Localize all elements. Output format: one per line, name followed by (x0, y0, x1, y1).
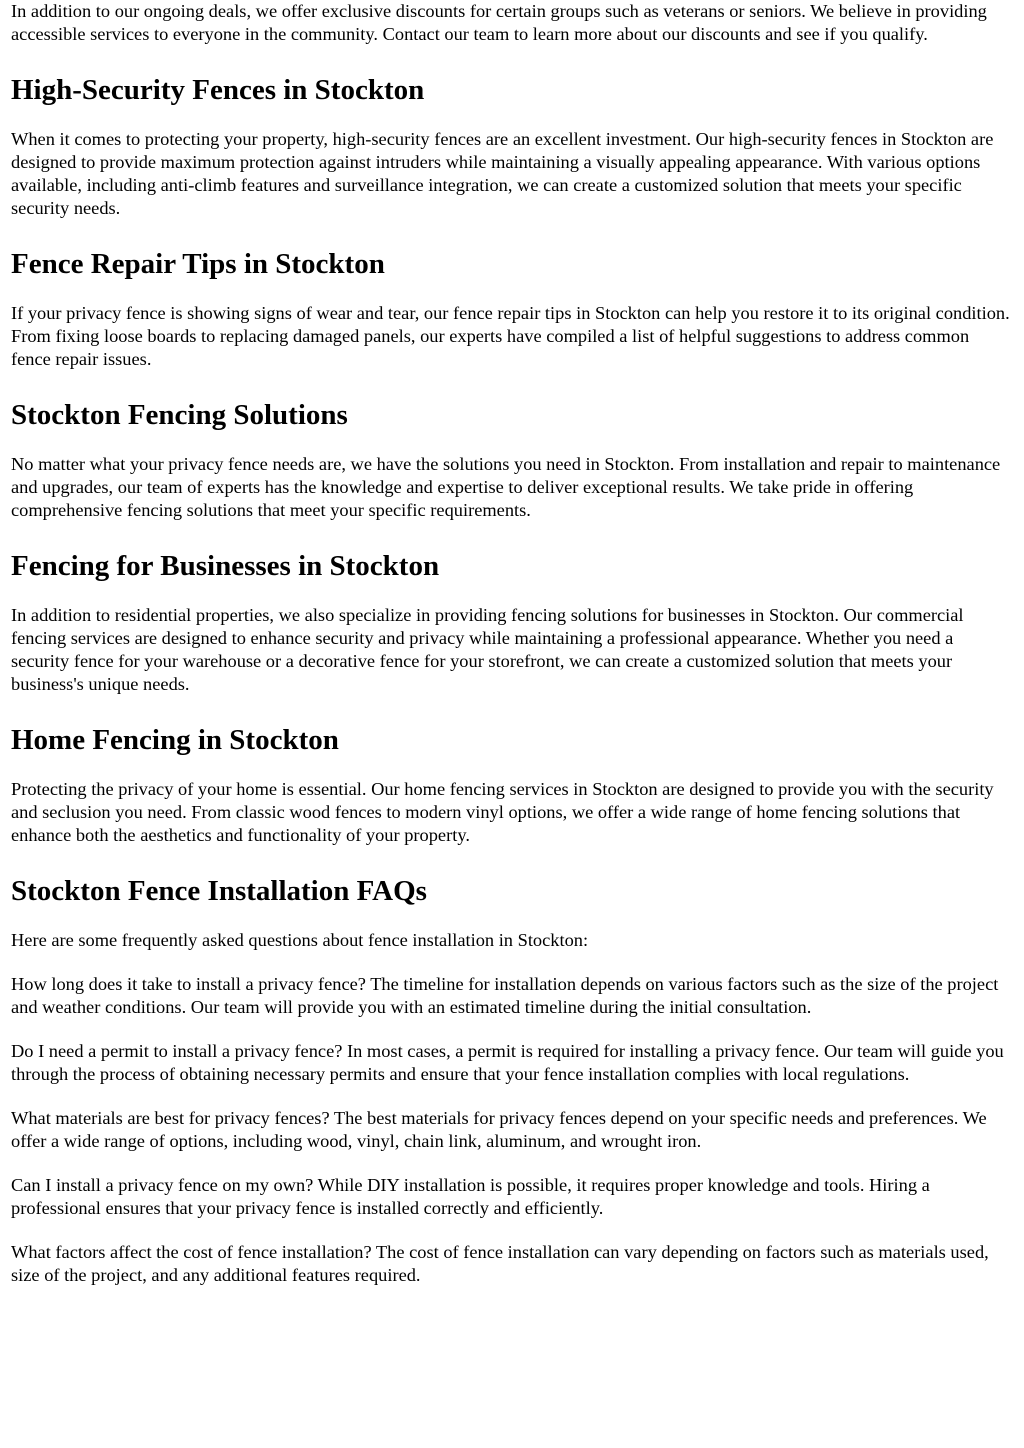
section-high-security (11, 73, 1013, 220)
section-faq (11, 874, 1013, 1287)
section-body: If your privacy fence is showing signs of wear and tear, our fence repair tips in Stockton can help you restore it to its original condition. From fixing loose boards to replacing damaged panels, our experts have compiled a list of helpful suggestions to address common fence repair issues. (11, 303, 1010, 369)
faq-intro: Here are some frequently asked questions about fence installation in Stockton: (11, 930, 589, 950)
section-body: Protecting the privacy of your home is essential. Our home fencing services in Stockton are designed to provide you with the security and seclusion you need. From classic wood fences to modern vinyl options, we offer a wide range of home fencing solutions that enhance both the aesthetics and functionality of your property. (11, 779, 994, 845)
faq-item: Can I install a privacy fence on my own? While DIY installation is possible, it requires proper knowledge and tools. Hiring a professional ensures that your privacy fence is installed correctly and efficiently. (11, 1175, 930, 1218)
section-home-fencing (11, 723, 1013, 847)
section-fencing-solutions (11, 398, 1013, 522)
section-body: When it comes to protecting your property, high-security fences are an excellent investment. Our high-security fences in Stockton are designed to provide maximum protection against intruders while maintaining a visually appealing appearance. With various options available, including anti-climb features and surveillance integration, we can create a customized solution that meets your specific security needs. (11, 129, 994, 218)
section-heading: Fence Repair Tips in Stockton (11, 248, 385, 280)
faq-item: Do I need a permit to install a privacy fence? In most cases, a permit is required for installing a privacy fence. Our team will guide you through the process of obtaining necessary permits and ensure that your fence installation complies with local regulations. (11, 1041, 1004, 1084)
faq-item: How long does it take to install a privacy fence? The timeline for installation depends on various factors such as the size of the project and weather conditions. Our team will provide you with an estimated timeline during the initial consultation. (11, 974, 999, 1017)
faq-heading: Stockton Fence Installation FAQs (11, 875, 427, 907)
section-repair-tips (11, 247, 1013, 371)
section-body: In addition to residential properties, we also specialize in providing fencing solutions for businesses in Stockton. Our commercial fencing services are designed to enhance security and privacy while maintaining a professional appearance. Whether you need a security fence for your warehouse or a decorative fence for your storefront, we can create a customized solution that meets your business's unique needs. (11, 605, 964, 694)
section-heading: Stockton Fencing Solutions (11, 399, 348, 431)
section-heading: High-Security Fences in Stockton (11, 74, 425, 106)
section-heading: Fencing for Businesses in Stockton (11, 550, 440, 582)
faq-item: What factors affect the cost of fence installation? The cost of fence installation can vary depending on factors such as materials used, size of the project, and any additional features required. (11, 1242, 989, 1285)
section-body: No matter what your privacy fence needs are, we have the solutions you need in Stockton. From installation and repair to maintenance and upgrades, our team of experts has the knowledge and expertise to deliver exceptional results. We take pride in offering comprehensive fencing solutions that meet your specific requirements. (11, 454, 1001, 520)
section-heading: Home Fencing in Stockton (11, 724, 339, 756)
section-businesses (11, 549, 1013, 696)
faq-item: What materials are best for privacy fences? The best materials for privacy fences depend on your specific needs and preferences. We offer a wide range of options, including wood, vinyl, chain link, aluminum, and wrought iron. (11, 1108, 987, 1151)
intro-paragraph: In addition to our ongoing deals, we offer exclusive discounts for certain groups such as veterans or seniors. We believe in providing accessible services to everyone in the community. Contact our team to learn more about our discounts and see if you qualify. (11, 1, 987, 44)
